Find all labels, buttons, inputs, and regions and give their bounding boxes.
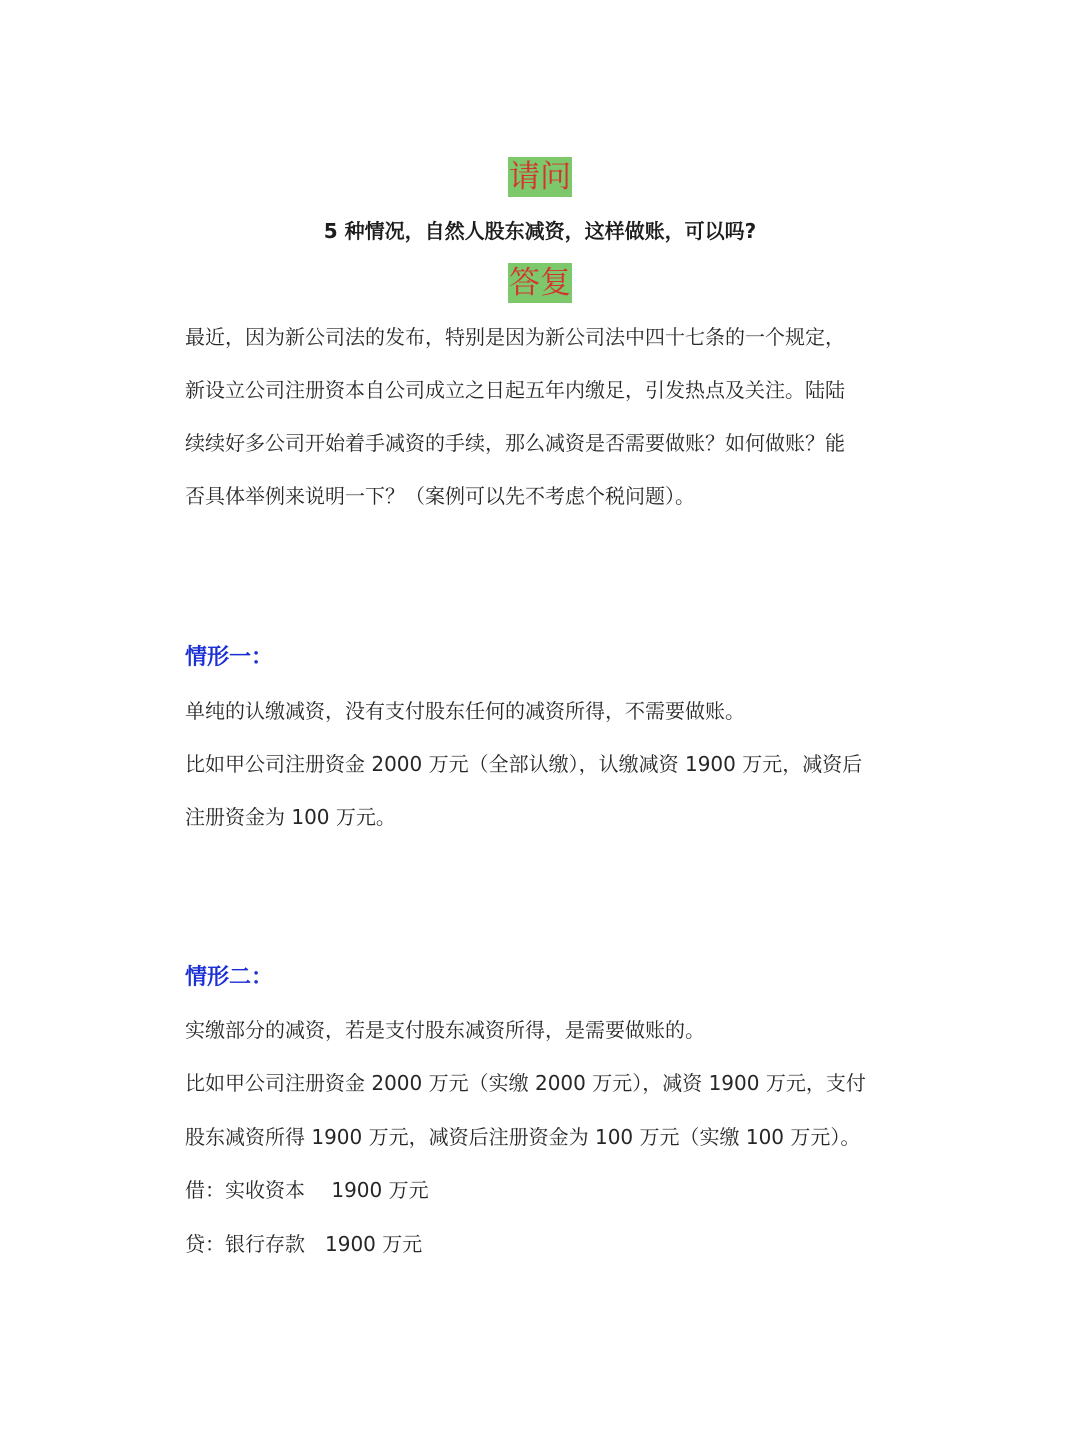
case1-title: 情形一： <box>185 645 274 670</box>
intro-line: 否具体举例来说明一下？（案例可以先不考虑个税问题）。 <box>185 484 695 508</box>
question-tag: 请问 <box>509 159 571 195</box>
case2-line: 实缴部分的减资，若是支付股东减资所得，是需要做账的。 <box>185 1018 705 1042</box>
intro-line: 最近，因为新公司法的发布，特别是因为新公司法中四十七条的一个规定， <box>185 325 845 349</box>
case2-title: 情形二： <box>185 965 274 990</box>
answer-tag: 答复 <box>509 265 571 301</box>
case2-line: 股东减资所得 1900 万元，减资后注册资金为 100 万元（实缴 100 万元）。 <box>185 1125 861 1149</box>
intro-line: 新设立公司注册资本自公司成立之日起五年内缴足，引发热点及关注。陆陆 <box>185 378 845 402</box>
debit-entry: 借：实收资本 1900 万元 <box>185 1178 429 1202</box>
case1-line: 注册资金为 100 万元。 <box>185 805 396 829</box>
case1-line: 单纯的认缴减资，没有支付股东任何的减资所得，不需要做账。 <box>185 699 745 723</box>
case2-line: 比如甲公司注册资金 2000 万元（实缴 2000 万元），减资 1900 万元，支付 <box>185 1071 866 1095</box>
case1-line: 比如甲公司注册资金 2000 万元（全部认缴），认缴减资 1900 万元，减资后 <box>185 752 863 776</box>
intro-line: 续续好多公司开始着手减资的手续，那么减资是否需要做账？如何做账？能 <box>185 431 845 455</box>
headline: 5 种情况，自然人股东减资，这样做账，可以吗? <box>323 219 757 243</box>
credit-entry: 贷：银行存款 1900 万元 <box>185 1232 423 1256</box>
